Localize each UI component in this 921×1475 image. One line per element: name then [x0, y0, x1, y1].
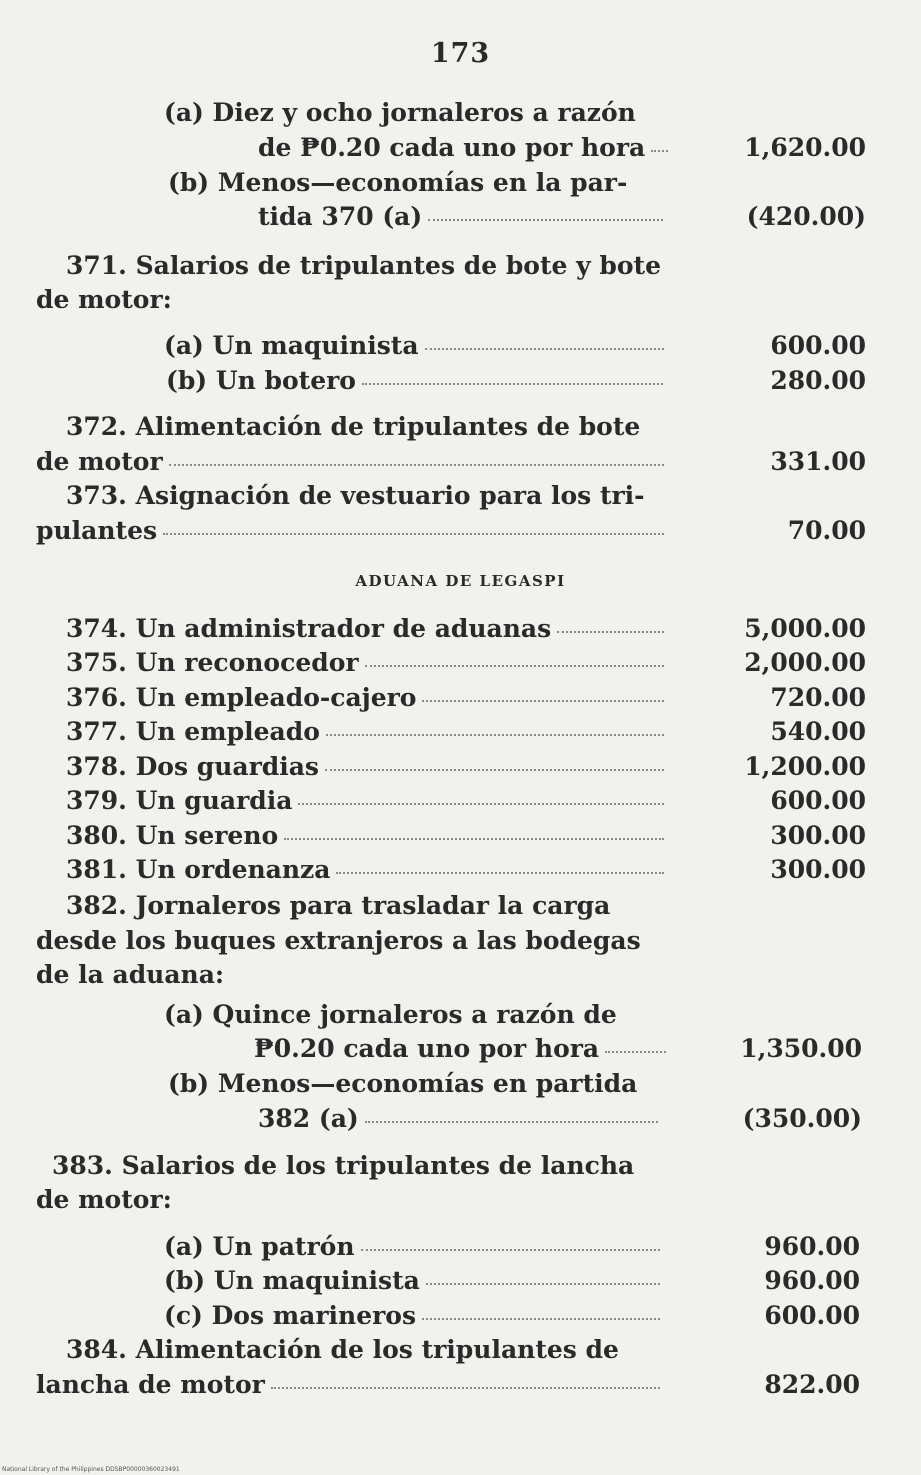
line-text: 382 (a): [258, 1104, 359, 1133]
line-text: de motor:: [36, 285, 172, 314]
text-line: [36, 283, 336, 317]
leader-dots: [422, 700, 664, 702]
text-line: [66, 784, 664, 818]
amount: 600.00: [764, 1301, 860, 1330]
line-text: (a) Diez y ocho jornaleros a razón: [164, 98, 636, 127]
line-text: 375. Un reconocedor: [66, 648, 359, 677]
line-text: 373. Asignación de vestuario para los tri-: [66, 481, 645, 510]
text-line: [36, 514, 664, 548]
leader-dots: [426, 1283, 660, 1285]
amount: 331.00: [770, 447, 866, 476]
text-line: [66, 889, 664, 923]
line-text: 371. Salarios de tripulantes de bote y bote: [66, 251, 661, 280]
line-text: 378. Dos guardias: [66, 752, 320, 781]
text-line: [36, 445, 664, 479]
leader-dots: [365, 665, 664, 667]
line-text: 382. Jornaleros para trasladar la carga: [66, 891, 611, 920]
amount: 960.00: [764, 1266, 860, 1295]
line-text: (b) Un botero: [166, 366, 356, 395]
line-text: pulantes: [36, 516, 158, 545]
leader-dots: [362, 383, 663, 385]
line-text: 374. Un administrador de aduanas: [66, 614, 552, 643]
leader-dots: [428, 219, 663, 221]
line-text: de motor: [36, 447, 163, 476]
line-text: (c) Dos marineros: [164, 1301, 417, 1330]
amount: 1,350.00: [740, 1034, 862, 1063]
text-line: [66, 410, 666, 444]
line-text: 376. Un empleado-cajero: [66, 683, 417, 712]
amount: 960.00: [764, 1232, 860, 1261]
text-line: [164, 1299, 660, 1333]
section-heading: ADUANA DE LEGASPI: [355, 572, 566, 590]
leader-dots: [336, 872, 664, 874]
text-line: [52, 1149, 662, 1183]
text-line: [164, 998, 664, 1032]
amount: 70.00: [787, 516, 866, 545]
amount: 300.00: [770, 821, 866, 850]
line-text: 377. Un empleado: [66, 717, 320, 746]
text-line: [36, 1183, 336, 1217]
text-line: [66, 715, 664, 749]
amount: 600.00: [770, 786, 866, 815]
text-line: [66, 612, 664, 646]
text-line: [164, 1264, 660, 1298]
leader-dots: [422, 1318, 660, 1320]
page-number: 173: [430, 38, 491, 69]
text-line: [164, 96, 661, 130]
line-text: 379. Un guardia: [66, 786, 293, 815]
amount: 2,000.00: [744, 648, 866, 677]
text-line: [258, 200, 663, 234]
leader-dots: [325, 769, 664, 771]
leader-dots: [169, 464, 664, 466]
text-line: [66, 819, 664, 853]
amount: 1,200.00: [744, 752, 866, 781]
line-text: 383. Salarios de los tripulantes de lancha: [52, 1151, 635, 1180]
text-line: [254, 1032, 666, 1066]
text-line: [36, 924, 666, 958]
line-text: 381. Un ordenanza: [66, 855, 331, 884]
line-text: tida 370 (a): [258, 202, 423, 231]
text-line: [258, 131, 668, 165]
line-text: (b) Menos—economías en partida: [168, 1069, 638, 1098]
amount: 300.00: [770, 855, 866, 884]
text-line: [66, 479, 666, 513]
amount: 5,000.00: [744, 614, 866, 643]
amount: 822.00: [764, 1370, 860, 1399]
leader-dots: [298, 803, 664, 805]
text-line: [66, 853, 664, 887]
amount: 1,620.00: [744, 133, 866, 162]
line-text: de la aduana:: [36, 960, 225, 989]
line-text: (a) Quince jornaleros a razón de: [164, 1000, 617, 1029]
line-text: 372. Alimentación de tripulantes de bote: [66, 412, 641, 441]
text-line: [66, 750, 664, 784]
text-line: [168, 1067, 663, 1101]
leader-dots: [271, 1387, 660, 1389]
leader-dots: [557, 631, 664, 633]
text-line: [258, 1102, 658, 1136]
line-text: (b) Menos—economías en la par-: [168, 168, 628, 197]
amount: (350.00): [742, 1104, 862, 1133]
text-line: [36, 958, 436, 992]
leader-dots: [605, 1051, 666, 1053]
amount: (420.00): [746, 202, 866, 231]
line-text: de motor:: [36, 1185, 172, 1214]
text-line: [36, 1368, 660, 1402]
text-line: [66, 1333, 660, 1367]
amount: 600.00: [770, 331, 866, 360]
leader-dots: [361, 1249, 661, 1251]
amount: 540.00: [770, 717, 866, 746]
text-line: [168, 166, 665, 200]
line-text: 384. Alimentación de los tripulantes de: [66, 1335, 619, 1364]
text-line: [166, 364, 663, 398]
leader-dots: [284, 838, 664, 840]
line-text: de ₱0.20 cada uno por hora: [258, 133, 646, 162]
text-line: [164, 329, 664, 363]
library-footer: National Library of the Philippines DDSBP00000360023491: [2, 1466, 180, 1473]
line-text: (a) Un patrón: [164, 1232, 355, 1261]
text-line: [66, 249, 666, 283]
line-text: 380. Un sereno: [66, 821, 279, 850]
amount: 720.00: [770, 683, 866, 712]
line-text: desde los buques extranjeros a las bodegas: [36, 926, 641, 955]
text-line: [66, 681, 664, 715]
line-text: lancha de motor: [36, 1370, 265, 1399]
text-line: [164, 1230, 660, 1264]
leader-dots: [326, 734, 664, 736]
leader-dots: [365, 1121, 658, 1123]
leader-dots: [651, 150, 668, 152]
line-text: (b) Un maquinista: [164, 1266, 420, 1295]
line-text: ₱0.20 cada uno por hora: [254, 1034, 600, 1063]
line-text: (a) Un maquinista: [164, 331, 419, 360]
leader-dots: [425, 348, 664, 350]
text-line: [66, 646, 664, 680]
amount: 280.00: [770, 366, 866, 395]
leader-dots: [163, 533, 664, 535]
